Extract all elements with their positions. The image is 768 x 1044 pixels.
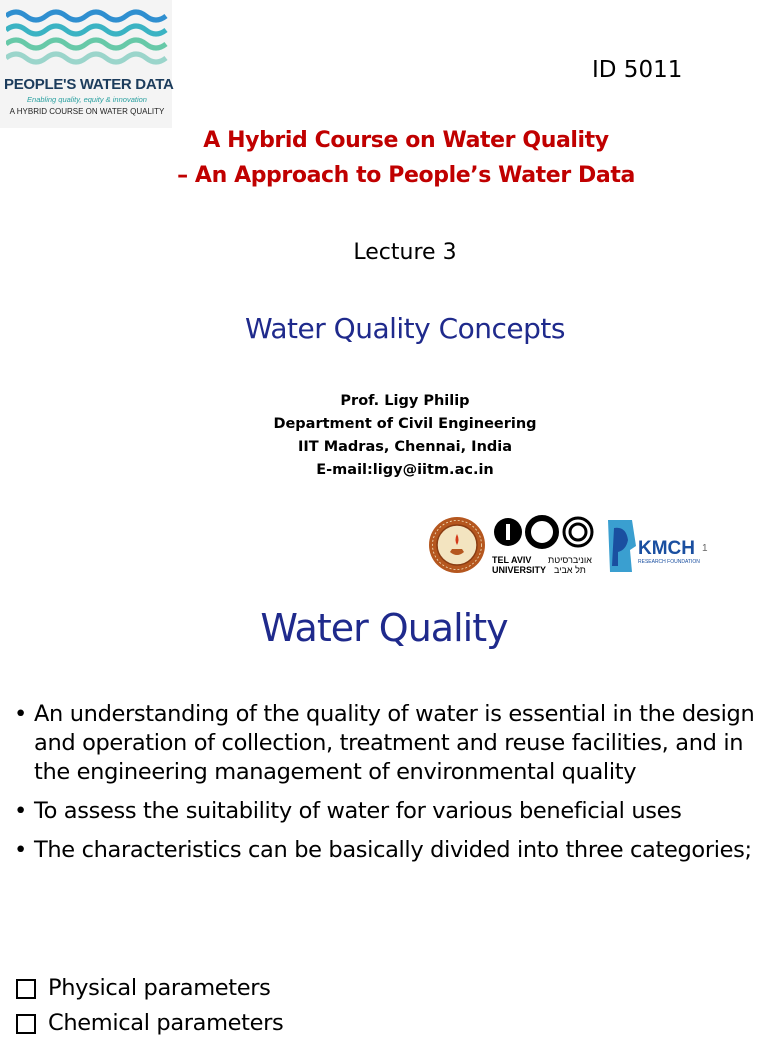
course-title-line-2: – An Approach to People’s Water Data	[177, 163, 635, 188]
bullet-item: • The characteristics can be basically divided into three categories;	[14, 836, 764, 865]
kmch-logo	[606, 516, 702, 576]
peoples-water-data-logo	[0, 0, 172, 128]
checklist-label: Physical parameters	[48, 975, 271, 1001]
slide-title: Water Quality	[260, 606, 508, 650]
tau-name-line-2: UNIVERSITY	[492, 565, 547, 575]
kmch-subtitle: RESEARCH FOUNDATION	[638, 559, 700, 565]
course-id: ID 5011	[592, 57, 683, 83]
presenter-department: Department of Civil Engineering	[273, 416, 537, 432]
kmch-head-icon	[606, 516, 640, 576]
page-number: 1	[702, 543, 708, 554]
checkbox-icon	[16, 979, 36, 999]
presenter-name: Prof. Ligy Philip	[340, 393, 470, 409]
logo-brand: PEOPLE'S WATER DATA	[4, 76, 174, 93]
waves-icon	[6, 8, 168, 70]
presenter-email: E-mail:ligy@iitm.ac.in	[316, 462, 494, 478]
bullet-list	[14, 700, 764, 875]
tau-hebrew-line-1: אוניברסיטת	[548, 555, 592, 565]
kmch-name: KMCH	[638, 538, 695, 559]
tel-aviv-university-logo	[492, 514, 602, 576]
bullet-item: • An understanding of the quality of water is essential in the design and operation of collection, treatment and reuse facilities, and in the engineering management of environmental quality	[14, 700, 764, 787]
logo-tagline: Enabling quality, equity & innovation	[27, 95, 147, 104]
checklist-label: Chemical parameters	[48, 1010, 284, 1036]
checkbox-icon	[16, 1014, 36, 1034]
slide-2	[0, 590, 768, 1036]
tau-name-line-1: TEL AVIV	[492, 555, 532, 565]
lecture-number: Lecture 3	[353, 240, 457, 265]
tau-hebrew-line-2: תל אביב	[554, 565, 586, 575]
checkbox-list	[14, 974, 283, 1044]
logo-subtitle: A HYBRID COURSE ON WATER QUALITY	[9, 107, 165, 116]
tau-rings-icon	[492, 514, 602, 554]
course-title-line-1: A Hybrid Course on Water Quality	[203, 128, 609, 153]
presenter-block	[0, 390, 768, 482]
presenter-institute: IIT Madras, Chennai, India	[297, 439, 513, 455]
bullet-item: • To assess the suitability of water for various beneficial uses	[14, 797, 764, 826]
lecture-title: Water Quality Concepts	[244, 312, 565, 345]
checklist-item	[14, 974, 283, 1003]
partner-logos	[428, 512, 704, 578]
iit-madras-seal-icon	[428, 516, 486, 574]
